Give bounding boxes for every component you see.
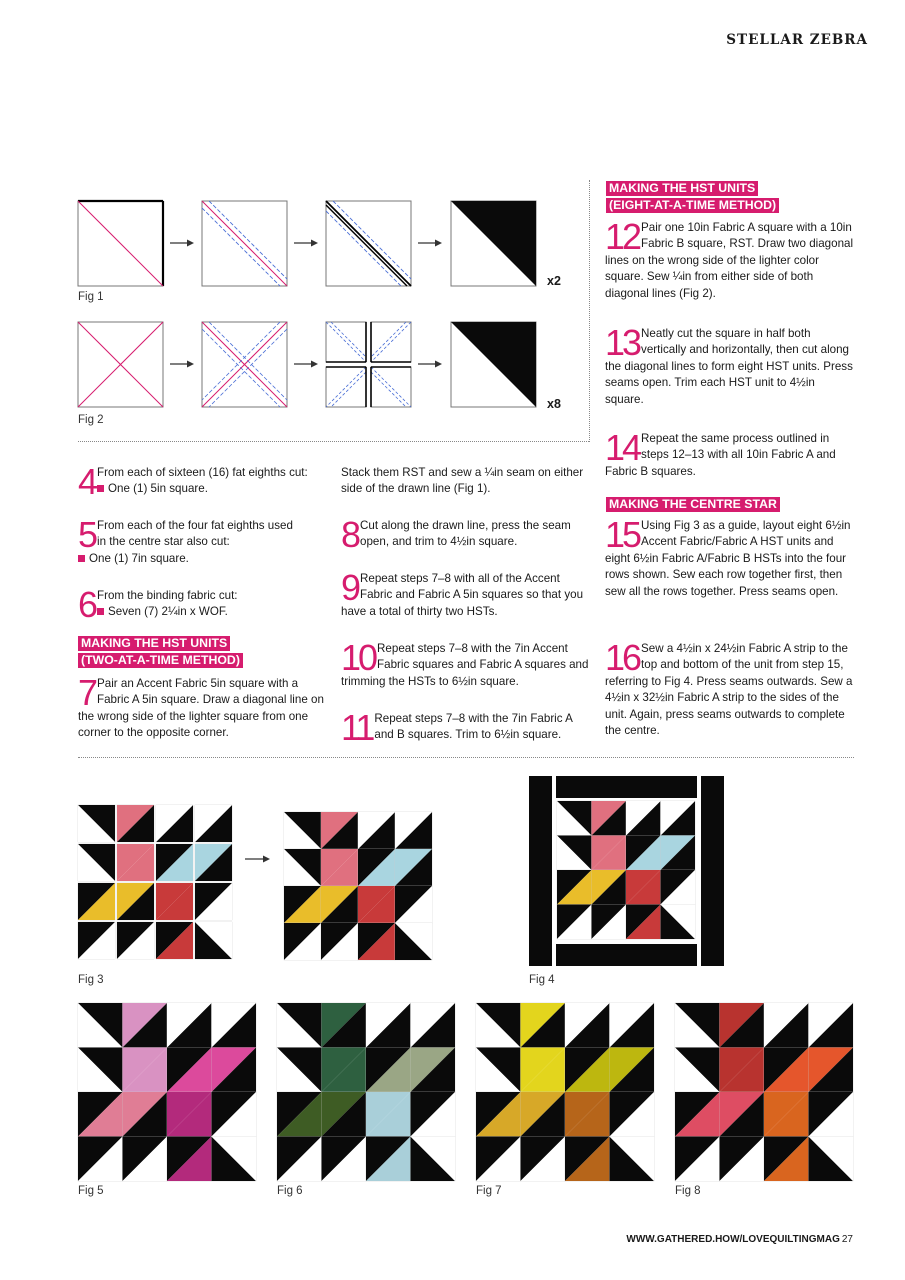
step-text: Repeat steps 7–8 with the 7in Fabric A and B squares. Trim to 6½in square. [374,712,573,742]
step-text: From the binding fabric cut: [97,589,238,602]
section-heading-two-at-a-time-line1: MAKING THE HST UNITS [78,636,230,651]
step-text: Repeat the same process outlined in steps 12–13 with all 10in Fabric A and Fabric B squares. [605,432,836,478]
step-7 [78,672,330,742]
step-item: One (1) 7in square. [89,551,189,565]
step-10 [341,637,591,690]
fig4-side-border-right [701,776,724,966]
step-9 [341,567,591,620]
arrow-head-icon [311,361,318,368]
arrow-head-icon [435,240,442,247]
step-number: 9 [341,567,359,608]
step-number: 16 [605,637,640,678]
page-number: 27 [841,1234,853,1245]
arrow-head-icon [435,361,442,368]
arrow-head-icon [187,240,194,247]
fig6-label: Fig 6 [277,1185,303,1197]
bullet-icon [97,485,104,492]
step-number: 10 [341,637,376,678]
step-number: 6 [78,584,96,625]
step-item: Seven (7) 2¼in x WOF. [108,605,228,619]
step-11 [341,707,591,748]
step-6 [78,584,328,625]
quilt-block-figures [0,760,905,1200]
fig2-cut-quarter [326,367,366,407]
fig7-label: Fig 7 [476,1185,502,1197]
section-heading-eight-at-a-time-line1: MAKING THE HST UNITS [606,181,758,196]
divider-vertical [589,180,590,442]
fig8-star-block [675,1003,853,1181]
section-heading-centre-star: MAKING THE CENTRE STAR [606,497,780,512]
fig4-star-centre [557,801,695,939]
bullet-icon [97,608,104,615]
fig1-multiplier: x2 [547,274,561,288]
fig3-label: Fig 3 [78,974,104,986]
arrow-head-icon [263,856,270,863]
fig2-cut-quarter [326,322,366,362]
step-4 [78,461,328,502]
section-heading-two-at-a-time-line2: (TWO-AT-A-TIME METHOD) [78,653,243,668]
fig4-label: Fig 4 [529,974,555,986]
divider-horizontal-1 [78,441,589,442]
step-text: Sew a 4½in x 24½in Fabric A strip to the top and bottom of the unit from step 15, referring to Fig 4. Press seams outwards. Sew a 4½in x 32½in Fabric A strip to the sides of the unit. Again, press seams outwards to complete the centre. [605,642,853,738]
fig2-label: Fig 2 [78,414,104,426]
fig1-label: Fig 1 [78,291,104,303]
step-16 [605,637,855,739]
fig2-cut-quarter [371,322,411,362]
step-8 [341,514,593,555]
bullet-icon [78,555,85,562]
fig4-bottom-border [556,944,697,966]
fig8-label: Fig 8 [675,1185,701,1197]
step-text: Repeat steps 7–8 with the 7in Accent Fabric squares and Fabric A squares and trimming the HSTs to 6½in square. [341,642,589,688]
footer [626,1234,853,1245]
step-item: One (1) 5in square. [108,482,208,496]
step-text: in the centre star also cut: [97,535,230,549]
step-text-first: From each of the four fat eighths used [97,519,293,532]
fig3-star-assembled [284,812,432,960]
step-14 [605,427,853,480]
step-number: 11 [341,707,373,748]
step-7-continued [341,465,593,498]
step-15 [605,514,855,600]
step-text: Using Fig 3 as a guide, layout eight 6½in Accent Fabric/Fabric A HST units and eight 6½in Fabric A/Fabric B HSTs into the four rows shown. Sew each row together first, then sew all the rows together. Press seams open. [605,519,851,598]
step-13 [605,322,853,408]
fig2-multiplier: x8 [547,397,561,411]
step-number: 13 [605,322,640,363]
step-number: 5 [78,514,96,555]
step-number: 8 [341,514,359,555]
section-heading-eight-at-a-time-line2: (EIGHT-AT-A-TIME METHOD) [606,198,779,213]
fig4-side-border-left [529,776,552,966]
step-text: Stack them RST and sew a ¼in seam on either side of the drawn line (Fig 1). [341,466,584,496]
fig5-star-block [78,1003,256,1181]
step-12 [605,216,855,302]
step-text: Repeat steps 7–8 with all of the Accent Fabric and Fabric A 5in squares so that you have a total of thirty two HSTs. [341,572,584,618]
footer-url: WWW.GATHERED.HOW/LOVEQUILTINGMAG [626,1234,840,1245]
step-5 [78,514,328,567]
fig6-star-block [277,1003,455,1181]
arrow-head-icon [187,361,194,368]
fig5-label: Fig 5 [78,1185,104,1197]
fig4-top-border [556,776,697,798]
step-number: 4 [78,461,96,502]
step-text: Cut along the drawn line, press the seam open, and trim to 4½in square. [360,519,571,549]
step-text: Neatly cut the square in half both vertically and horizontally, then cut along the diagonal lines to form eight HST units. Press seams open. Trim each HST unit to 4½in square. [605,327,853,406]
step-number: 15 [605,514,640,555]
arrow-head-icon [311,240,318,247]
step-text: From each of sixteen (16) fat eighths cut: [97,466,308,479]
step-text: Pair one 10in Fabric A square with a 10in Fabric B square, RST. Draw two diagonal lines on the wrong side of the lighter color square. Sew ¼in from either side of both diagonal lines (Fig 2). [605,221,854,300]
step-number: 14 [605,427,640,468]
step-number: 12 [605,216,640,257]
divider-horizontal-2 [78,757,854,758]
fig3-star-layout [78,805,232,959]
fig7-star-block [476,1003,654,1181]
page-header-title: STELLAR ZEBRA [726,32,868,48]
step-text: Pair an Accent Fabric 5in square with a Fabric A 5in square. Draw a diagonal line on the wrong side of the lighter square from one corner to the opposite corner. [78,677,324,740]
fig2-cut-quarter [371,367,411,407]
step-number: 7 [78,672,96,713]
